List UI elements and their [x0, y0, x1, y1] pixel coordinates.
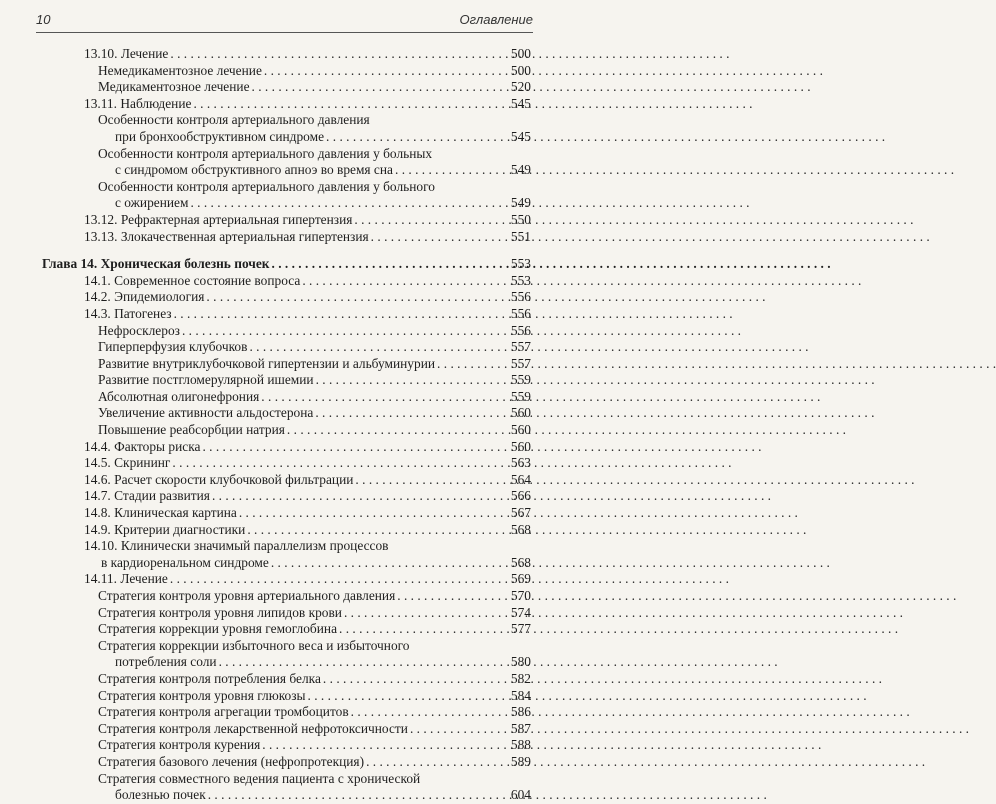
- page-number: 10: [36, 12, 51, 27]
- toc-entry-title: болезнью почек: [115, 787, 206, 803]
- toc-entry[interactable]: [42, 422, 531, 439]
- toc-entry-page: 589: [510, 753, 531, 769]
- dot-leader: [339, 621, 509, 638]
- toc-entry-title: с синдромом обструктивного апноэ во время сна: [115, 162, 393, 178]
- toc-entry-title: Стратегия контроля уровня глюкозы: [98, 687, 306, 703]
- dot-leader: [264, 63, 509, 80]
- toc-entry-title: 14.7. Стадии развития: [84, 488, 210, 504]
- toc-entry-title: 14.8. Клиническая картина: [84, 505, 237, 521]
- toc-entry-title: Стратегия контроля курения: [98, 737, 261, 753]
- dot-leader: [239, 505, 509, 522]
- toc-entry-title: Глава 14. Хроническая болезнь почек: [42, 256, 270, 272]
- toc-entry-page: 604: [510, 787, 531, 803]
- toc-entry[interactable]: [42, 654, 531, 671]
- toc-entry-title: 13.11. Наблюдение: [84, 95, 192, 111]
- toc-entry-page: 566: [510, 488, 531, 504]
- toc-entry[interactable]: [42, 46, 531, 63]
- toc-entry-page: 568: [510, 554, 531, 570]
- toc-entry-title: 14.4. Факторы риска: [84, 438, 201, 454]
- toc-entry[interactable]: [42, 505, 531, 522]
- dot-leader: [190, 195, 508, 212]
- toc-entry-page: 553: [510, 272, 531, 288]
- toc-entry[interactable]: [42, 605, 531, 622]
- toc-entry-page: 556: [510, 305, 531, 321]
- dot-leader: [208, 787, 509, 804]
- toc-entry[interactable]: [42, 405, 531, 422]
- toc-entry[interactable]: [42, 372, 531, 389]
- dot-leader: [252, 79, 509, 96]
- toc-entry-title: Особенности контроля артериального давления у больных: [98, 145, 433, 161]
- dot-leader: [212, 488, 509, 505]
- toc-entry-page: 582: [510, 670, 531, 686]
- toc-entry-page: 584: [510, 687, 531, 703]
- toc-entry-page: 500: [510, 62, 531, 78]
- dot-leader: [170, 571, 509, 588]
- dot-leader: [355, 472, 508, 489]
- dot-leader: [219, 654, 509, 671]
- toc-entry-page: 563: [510, 455, 531, 471]
- page-header: [36, 10, 533, 33]
- toc-entry[interactable]: [42, 455, 531, 472]
- toc-entry-title: 14.10. Клинически значимый параллелизм процессов: [84, 538, 389, 554]
- dot-leader: [354, 212, 509, 229]
- toc-entry-title: 13.13. Злокачественная артериальная гипертензия: [84, 228, 369, 244]
- toc-entry[interactable]: [42, 339, 531, 356]
- dot-leader: [351, 704, 509, 721]
- toc-entry[interactable]: [42, 555, 531, 572]
- toc-entry-page: 569: [510, 571, 531, 587]
- toc-entry[interactable]: [42, 79, 531, 96]
- dot-leader: [249, 339, 508, 356]
- dot-leader: [371, 229, 509, 246]
- dot-leader: [395, 162, 509, 179]
- toc-entry[interactable]: [42, 488, 531, 505]
- toc-entry-page: 577: [510, 621, 531, 637]
- dot-leader: [344, 605, 509, 622]
- dot-leader: [272, 256, 509, 273]
- toc-entry[interactable]: [42, 389, 531, 406]
- toc-entry-page: 551: [510, 228, 531, 244]
- toc-entry[interactable]: [42, 112, 531, 129]
- toc-entry[interactable]: [42, 721, 531, 738]
- dot-leader: [316, 372, 509, 389]
- toc-entry[interactable]: [42, 688, 531, 705]
- toc-entry[interactable]: [42, 754, 531, 771]
- dot-leader: [315, 405, 509, 422]
- toc-entry[interactable]: [42, 229, 531, 246]
- toc-entry-page: 564: [510, 471, 531, 487]
- toc-entry-title: Стратегия базового лечения (нефропротекция): [98, 753, 365, 769]
- toc-entry-page: 560: [510, 422, 531, 438]
- dot-leader: [302, 273, 509, 290]
- toc-entry-page: 556: [510, 289, 531, 305]
- toc-entry-page: 580: [510, 654, 531, 670]
- toc-entry[interactable]: [42, 323, 531, 340]
- toc-entry[interactable]: [42, 179, 531, 196]
- toc-entry[interactable]: [42, 771, 531, 788]
- dot-leader: [182, 323, 509, 340]
- dot-leader: [271, 555, 509, 572]
- toc-entry[interactable]: [42, 162, 531, 179]
- toc-entry-title: Увеличение активности альдостерона: [98, 405, 314, 421]
- toc-entry-title: 14.6. Расчет скорости клубочковой фильтрации: [84, 471, 354, 487]
- toc-entry-title: в кардиоренальном синдроме: [101, 554, 269, 570]
- toc-entry-title: Немедикаментозное лечение: [98, 62, 262, 78]
- toc-entry[interactable]: [42, 306, 531, 323]
- toc-entry-title: 14.5. Скрининг: [84, 455, 171, 471]
- dot-leader: [410, 721, 509, 738]
- dot-leader: [366, 754, 509, 771]
- toc-entry-title: Стратегия контроля агрегации тромбоцитов: [98, 704, 349, 720]
- toc-entry-title: 14.1. Современное состояние вопроса: [84, 272, 301, 288]
- toc-entry-title: Особенности контроля артериального давления у больного: [98, 178, 435, 194]
- table-of-contents: [42, 46, 531, 804]
- toc-entry-title: Особенности контроля артериального давления: [98, 112, 370, 128]
- toc-entry-title: Повышение реабсорбции натрия: [98, 422, 285, 438]
- toc-entry[interactable]: [42, 588, 531, 605]
- toc-entry-title: Стратегия коррекции уровня гемоглобина: [98, 621, 338, 637]
- dot-leader: [202, 439, 508, 456]
- toc-entry[interactable]: [42, 195, 531, 212]
- toc-chapter-entry[interactable]: [42, 256, 531, 273]
- toc-entry-page: 549: [510, 195, 531, 211]
- dot-leader: [247, 522, 509, 539]
- dot-leader: [261, 389, 509, 406]
- dot-leader: [326, 129, 509, 146]
- toc-entry-title: 14.2. Эпидемиология: [84, 289, 205, 305]
- dot-leader: [172, 455, 508, 472]
- toc-entry-title: 14.11. Лечение: [84, 571, 168, 587]
- toc-entry-page: 553: [510, 256, 531, 272]
- dot-leader: [287, 422, 509, 439]
- toc-entry-title: 13.10. Лечение: [84, 46, 169, 61]
- dot-leader: [174, 306, 509, 323]
- toc-entry-page: 567: [510, 505, 531, 521]
- toc-entry[interactable]: [42, 638, 531, 655]
- toc-entry-title: Стратегия контроля уровня липидов крови: [98, 604, 342, 620]
- toc-entry[interactable]: [42, 63, 531, 80]
- toc-entry-page: 574: [510, 604, 531, 620]
- toc-entry-title: Абсолютная олигонефрония: [98, 388, 260, 404]
- dot-leader: [262, 737, 509, 754]
- toc-entry-page: 545: [510, 128, 531, 144]
- toc-entry-page: 570: [510, 588, 531, 603]
- toc-entry[interactable]: [42, 571, 531, 588]
- toc-entry-title: Развитие постгломерулярной ишемии: [98, 372, 314, 388]
- dot-leader: [308, 688, 509, 705]
- toc-entry-title: Развитие внутриклубочковой гипертензии и альбуминурии: [98, 355, 436, 371]
- toc-entry-page: 559: [510, 372, 531, 388]
- toc-entry[interactable]: [42, 671, 531, 688]
- toc-entry[interactable]: [42, 472, 531, 489]
- toc-entry-title: 13.12. Рефрактерная артериальная гипертензия: [84, 211, 353, 227]
- toc-entry-title: 14.9. Критерии диагностики: [84, 521, 246, 537]
- toc-entry-title: Стратегия коррекции избыточного веса и избыточного: [98, 637, 410, 653]
- toc-entry[interactable]: [42, 356, 531, 373]
- toc-entry-title: с ожирением: [115, 195, 189, 211]
- toc-entry-page: 560: [510, 438, 531, 454]
- dot-leader: [437, 356, 509, 373]
- toc-entry[interactable]: [42, 538, 531, 555]
- dot-leader: [193, 96, 508, 113]
- toc-entry[interactable]: [42, 737, 531, 754]
- toc-entry-page: 560: [510, 405, 531, 421]
- toc-entry-page: 559: [510, 388, 531, 404]
- toc-entry[interactable]: [42, 129, 531, 146]
- toc-entry-page: 545: [510, 95, 531, 111]
- toc-entry-title: потребления соли: [115, 654, 217, 670]
- toc-entry-page: 557: [510, 355, 531, 371]
- toc-entry[interactable]: [42, 146, 531, 163]
- dot-leader: [397, 588, 509, 605]
- toc-entry-page: 556: [510, 322, 531, 338]
- toc-entry-title: Стратегия совместного ведения пациента с хронической: [98, 770, 421, 786]
- toc-entry[interactable]: [42, 212, 531, 229]
- toc-entry-title: Стратегия контроля потребления белка: [98, 670, 321, 686]
- toc-entry[interactable]: [42, 289, 531, 306]
- toc-entry[interactable]: [42, 439, 531, 456]
- toc-entry[interactable]: [42, 522, 531, 539]
- toc-entry-title: Стратегия контроля лекарственной нефротоксичности: [98, 720, 408, 736]
- toc-entry[interactable]: [42, 704, 531, 721]
- dot-leader: [323, 671, 509, 688]
- toc-entry[interactable]: [42, 96, 531, 113]
- toc-entry-title: при бронхообструктивном синдроме: [115, 128, 325, 144]
- dot-leader: [206, 289, 508, 306]
- toc-entry-page: 549: [510, 162, 531, 178]
- toc-entry-page: 557: [510, 339, 531, 355]
- toc-entry-title: Нефросклероз: [98, 322, 180, 338]
- toc-entry[interactable]: [42, 273, 531, 290]
- toc-entry-page: 568: [510, 521, 531, 537]
- toc-entry-page: 588: [510, 737, 531, 753]
- toc-entry-title: Гиперперфузия клубочков: [98, 339, 248, 355]
- dot-leader: [170, 46, 509, 63]
- toc-entry-title: Медикаментозное лечение: [98, 79, 250, 95]
- toc-entry-title: 14.3. Патогенез: [84, 305, 172, 321]
- toc-entry-page: 520: [510, 79, 531, 95]
- toc-entry[interactable]: [42, 621, 531, 638]
- toc-entry-page: 586: [510, 704, 531, 720]
- running-title: Оглавление: [459, 12, 533, 27]
- toc-entry-page: 550: [510, 211, 531, 227]
- toc-entry-title: Стратегия контроля уровня артериального давления: [98, 588, 396, 603]
- toc-entry-page: 500: [510, 46, 531, 61]
- toc-entry-page: 587: [510, 720, 531, 736]
- toc-entry[interactable]: [42, 787, 531, 804]
